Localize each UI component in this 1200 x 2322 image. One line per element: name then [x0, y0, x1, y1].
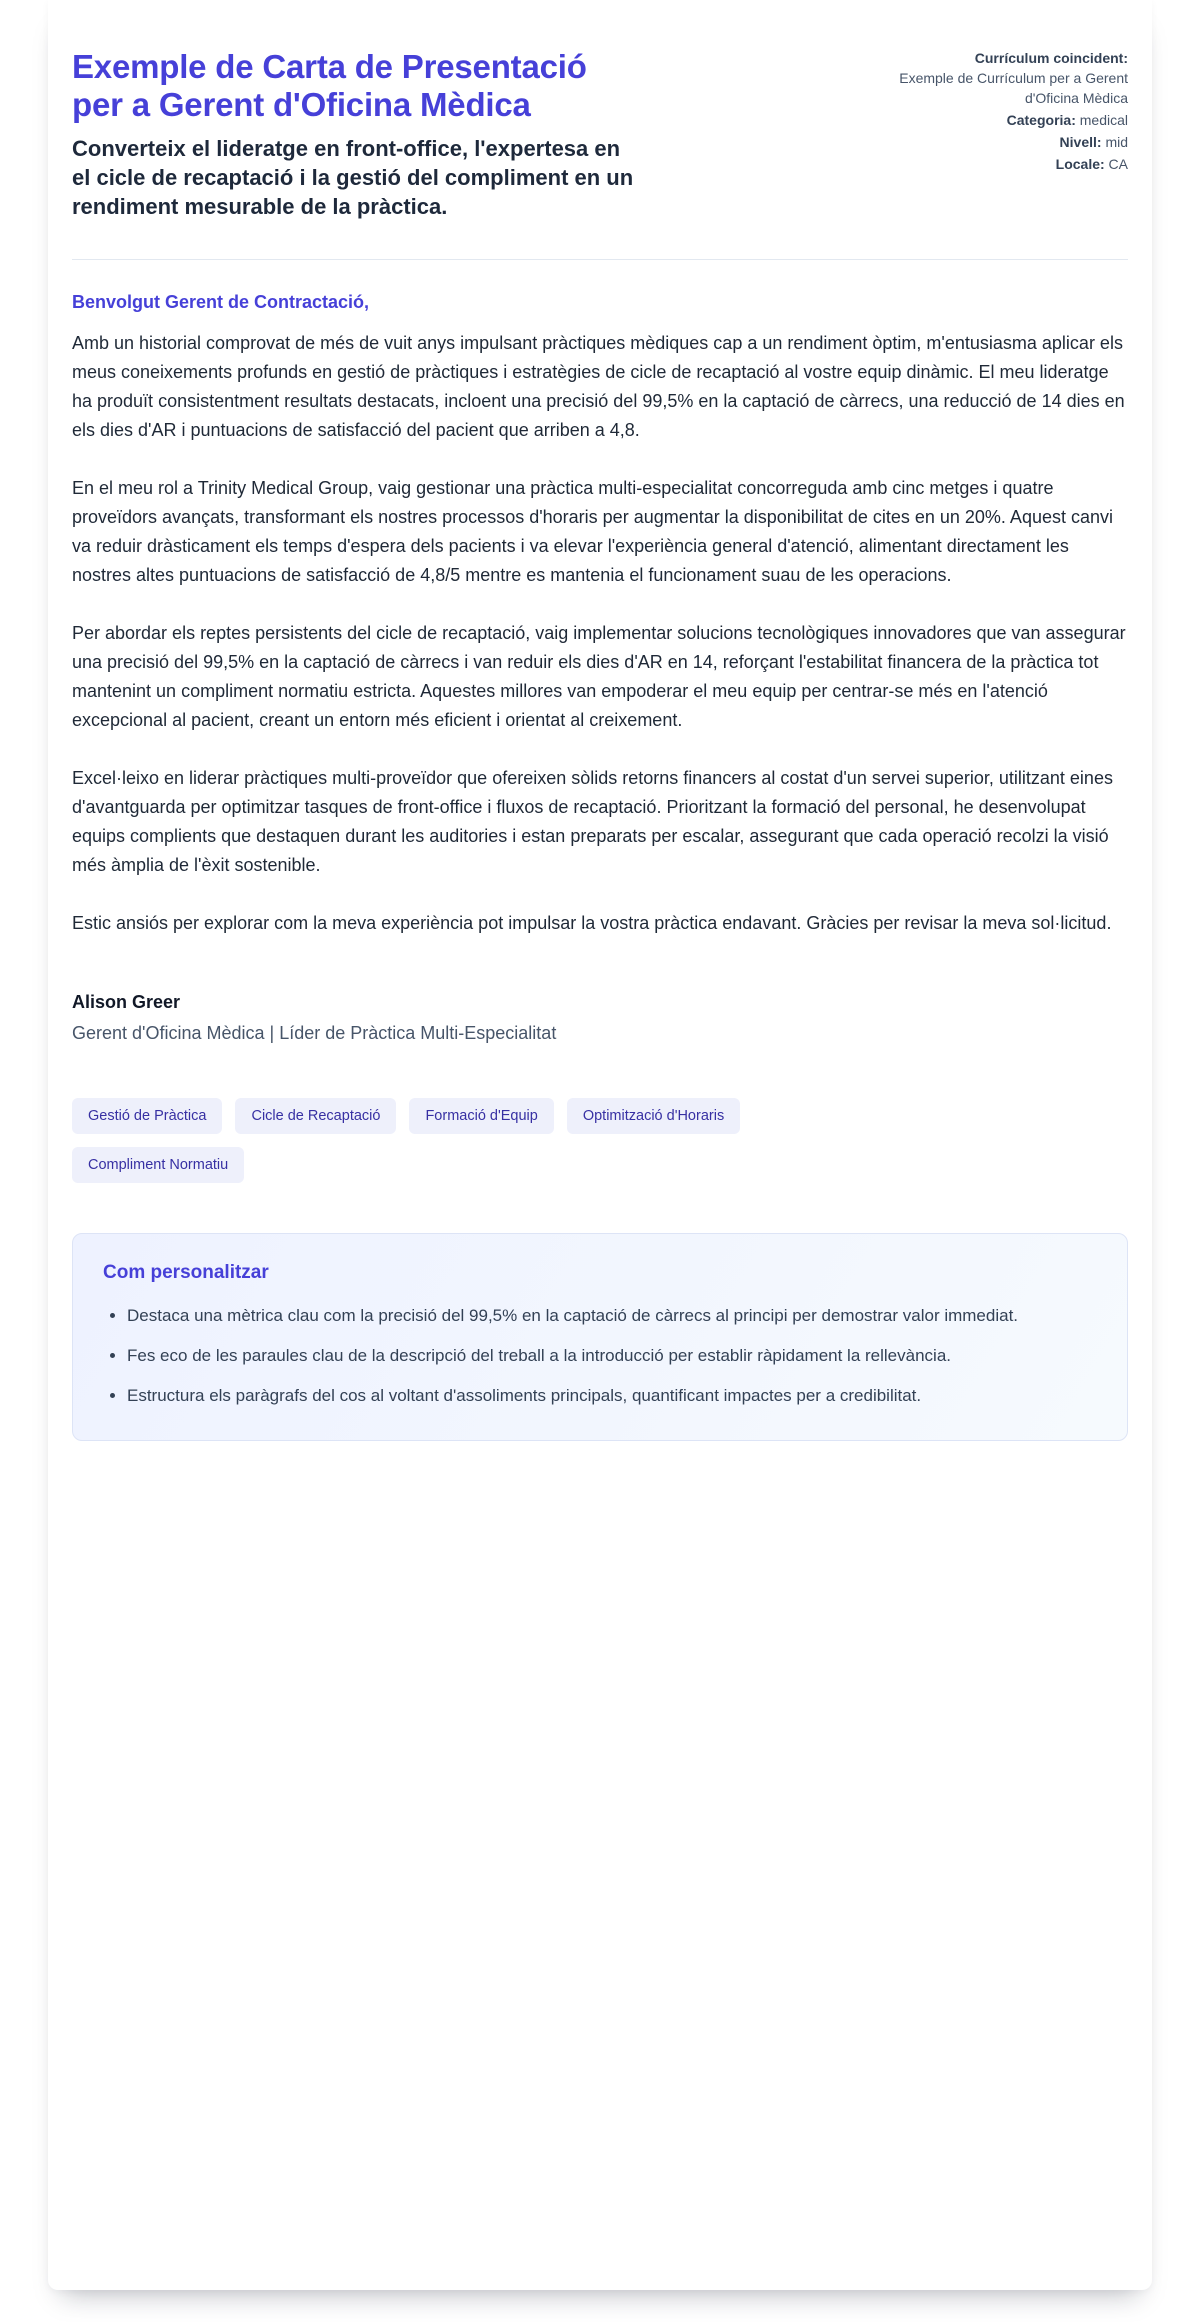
header-divider: [72, 259, 1128, 260]
skill-tag: Formació d'Equip: [409, 1098, 553, 1134]
meta-locale-value: CA: [1108, 156, 1128, 172]
letter-salutation: Benvolgut Gerent de Contractació,: [72, 292, 370, 312]
meta-resume-label: Currículum coincident:: [974, 50, 1128, 66]
header-title-block: [72, 42, 644, 221]
header: [72, 42, 1128, 221]
skill-tag: Cicle de Recaptació: [235, 1098, 396, 1134]
skill-tag: Compliment Normatiu: [72, 1147, 244, 1183]
skill-tags: [72, 1098, 772, 1183]
meta-category-label: Categoria:: [1006, 112, 1076, 128]
meta-locale-label: Locale:: [1055, 156, 1105, 172]
page-title: Exemple de Carta de Presentació per a Gerent d'Oficina Mèdica: [72, 48, 587, 123]
callout-item: • Estructura els paràgrafs del cos al voltant d'assoliments principals, quantificant impactes per a credibilitat.: [127, 1382, 1097, 1410]
meta-level-value: mid: [1105, 134, 1128, 150]
meta-category-value: medical: [1079, 112, 1128, 128]
callout-item: • Destaca una mètrica clau com la precisió del 99,5% en la captació de càrrecs al principi per demostrar valor immediat.: [127, 1302, 1097, 1330]
letter-paragraph: Per abordar els reptes persistents del cicle de recaptació, vaig implementar solucions tecnològiques innovadores que van assegurar una precisió del 99,5% en la captació de càrrecs i van reduir els dies d'AR en 14, reforçant l'estabilitat financera de la pràctica tot mantenint un compliment normatiu estricta. Aquestes millores van empoderar el meu equip per centrar-se més en l'atenció excepcional al pacient, creant un entorn més eficient i orientat al creixement.: [72, 623, 1126, 730]
callout-list: [103, 1302, 1097, 1410]
callout-item: • Fes eco de les paraules clau de la descripció del treball a la introducció per establir ràpidament la rellevància.: [127, 1342, 1097, 1370]
letter-paragraph: Amb un historial comprovat de més de vuit anys impulsant pràctiques mèdiques cap a un rendiment òptim, m'entusiasma aplicar els meus coneixements profunds en gestió de pràctiques i estratègies de cicle de recaptació al vostre equip dinàmic. El meu lideratge ha produït consistentment resultats destacats, incloent una precisió del 99,5% en la captació de càrrecs, una reducció de 14 dies en els dies d'AR i puntuacions de satisfacció del pacient que arriben a 4,8.: [72, 333, 1125, 440]
customization-callout: [72, 1233, 1128, 1441]
meta-panel: [890, 42, 1128, 174]
letter-paragraph: Excel·leixo en liderar pràctiques multi-proveïdor que ofereixen sòlids retorns financers al costat d'un servei superior, utilitzant eines d'avantguarda per optimitzar tasques de front-office i fluxos de recaptació. Prioritzant la formació del personal, he desenvolupat equips complients que destaquen durant les auditories i estan preparats per escalar, assegurant que cada operació recolzi la visió més àmplia de l'èxit sostenible.: [72, 768, 1113, 875]
meta-level-row: [890, 132, 1128, 152]
page-subtitle: Converteix el lideratge en front-office, l'expertesa en el cicle de recaptació i la gestió del compliment en un rendiment mesurable de la pràctica.: [72, 136, 634, 219]
meta-locale-row: [890, 154, 1128, 174]
meta-resume-value: Exemple de Currículum per a Gerent d'Oficina Mèdica: [899, 70, 1128, 106]
letter-paragraph: Estic ansiós per explorar com la meva experiència pot impulsar la vostra pràctica endavant. Gràcies per revisar la meva sol·licitud.: [72, 913, 1112, 933]
skill-tag: Gestió de Pràctica: [72, 1098, 222, 1134]
signature-title: Gerent d'Oficina Mèdica | Líder de Pràctica Multi-Especialitat: [72, 1023, 557, 1043]
meta-category-row: [890, 110, 1128, 130]
signature-name: Alison Greer: [72, 992, 181, 1012]
meta-level-label: Nivell:: [1059, 134, 1102, 150]
letter-paragraph: En el meu rol a Trinity Medical Group, vaig gestionar una pràctica multi-especialitat concorreguda amb cinc metges i quatre proveïdors avançats, transformant els nostres processos d'horaris per augmentar la disponibilitat de cites en un 20%. Aquest canvi va reduir dràsticament els temps d'espera dels pacients i va elevar l'experiència general d'atenció, alimentant directament les nostres altes puntuacions de satisfacció de 4,8/5 mentre es mantenia el funcionament suau de les operacions.: [72, 478, 1113, 585]
content-card: [48, 0, 1152, 2290]
skill-tag: Optimització d'Horaris: [567, 1098, 740, 1134]
letter-body: [72, 292, 1128, 1044]
callout-title: Com personalitzar: [103, 1262, 269, 1283]
